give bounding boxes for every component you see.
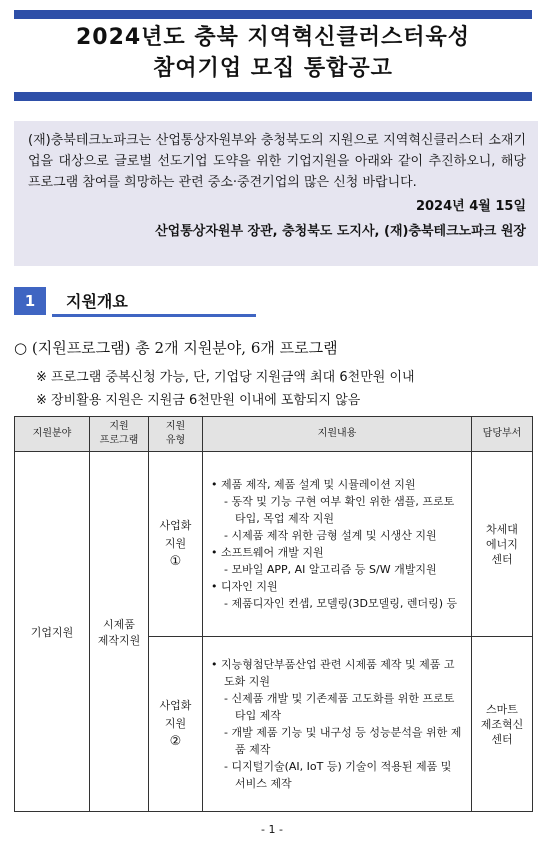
content-1-item-3: - 시제품 제작 위한 금형 설계 및 시생산 지원 [224,529,437,542]
dept-1-line2: 에너지 [486,537,518,551]
content-2-item-4: - 디지털기술(AI, IoT 등) 기술이 적용된 제품 및 서비스 제작 [224,760,452,790]
header-field: 지원분야 [15,417,90,452]
support-table [14,416,533,812]
content-1-item-5: - 모바일 APP, AI 알고리즘 등 S/W 개발지원 [224,563,437,576]
content-1-item-2: - 동작 및 기능 구현 여부 확인 위한 샘플, 프로토타입, 목업 제작 지원 [224,495,455,525]
content-2-item-1: • 지능형첨단부품산업 관련 시제품 제작 및 제품 고도화 지원 [211,658,455,688]
header-type-line2: 유형 [165,435,186,446]
header-content: 지원내용 [203,417,472,452]
type-2-line2: 지원 [164,717,187,730]
page-title [14,22,532,84]
header-program [90,417,149,452]
type-1-line2: 지원 [164,537,187,550]
title-line-2: 참여기업 모집 통합공고 [153,56,393,81]
title-top-bar [14,10,532,19]
type-2-number: ② [169,734,182,749]
type-cell-2 [149,637,203,812]
content-1-item-7: - 제품디자인 컨셉, 모델링(3D모델링, 렌더링) 등 [224,597,458,610]
table-row [15,452,533,637]
intro-text: (재)충북테크노파크는 산업통상자원부와 충청북도의 지원으로 지역혁신클러스터 소재기업을 대상으로 글로벌 선도기업 도약을 위한 기업지원을 아래와 같이 추진하오니, 해당 프로그램 참여를 희망하는 관련 중소·중견기업의 많은 신청 바랍니다. [28,133,526,190]
note-2: ※ 장비활용 지원은 지원금 6천만원 이내에 포함되지 않음 [36,393,361,408]
content-1-item-6: • 디자인 지원 [211,580,278,593]
dept-2-line3: 센터 [491,732,513,746]
program-line1: 시제품 [103,617,135,631]
content-cell-2 [203,637,472,812]
type-2-line1: 사업화 [159,699,192,712]
header-program-line2: 프로그램 [99,435,139,446]
field-cell: 기업지원 [15,452,90,812]
dept-2-line1: 스마트 [486,702,518,716]
content-2-item-3: - 개발 제품 기능 및 내구성 등 성능분석을 위한 제품 제작 [224,726,462,756]
header-type [149,417,203,452]
section-underline [52,314,256,317]
type-cell-1 [149,452,203,637]
intro-signatories: 산업통상자원부 장관, 충청북도 도지사, (재)충북테크노파크 원장 [155,224,526,239]
header-program-line1: 지원 [109,421,129,432]
program-summary: ○ (지원프로그램) 총 2개 지원분야, 6개 프로그램 [14,339,338,357]
section-title: 지원개요 [66,292,128,311]
type-1-line1: 사업화 [159,519,192,532]
dept-1-line3: 센터 [491,552,513,566]
header-type-line1: 지원 [165,421,186,432]
program-cell [90,452,149,812]
dept-cell-1 [472,452,533,637]
note-1: ※ 프로그램 중복신청 가능, 단, 기업당 지원금액 최대 6천만원 이내 [36,370,415,385]
dept-1-line1: 차세대 [486,522,518,536]
content-cell-1 [203,452,472,637]
content-1-item-4: • 소프트웨어 개발 지원 [211,546,324,559]
header-dept: 담당부서 [472,417,533,452]
title-bottom-bar [14,92,532,101]
content-1-item-1: • 제품 제작, 제품 설계 및 시뮬레이션 지원 [211,478,416,491]
table-header-row [15,417,533,452]
section-number: 1 [14,287,46,315]
page-number: - 1 - [261,823,283,836]
type-1-number: ① [169,554,182,569]
content-2-item-2: - 신제품 개발 및 기존제품 고도화를 위한 프로토타입 제작 [224,692,455,722]
intro-date: 2024년 4월 15일 [415,199,526,214]
dept-cell-2 [472,637,533,812]
program-line2: 제작지원 [97,633,141,647]
intro-box [14,121,538,266]
dept-2-line2: 제조혁신 [480,717,524,731]
title-line-1: 2024년도 충북 지역혁신클러스터육성 [75,25,471,50]
